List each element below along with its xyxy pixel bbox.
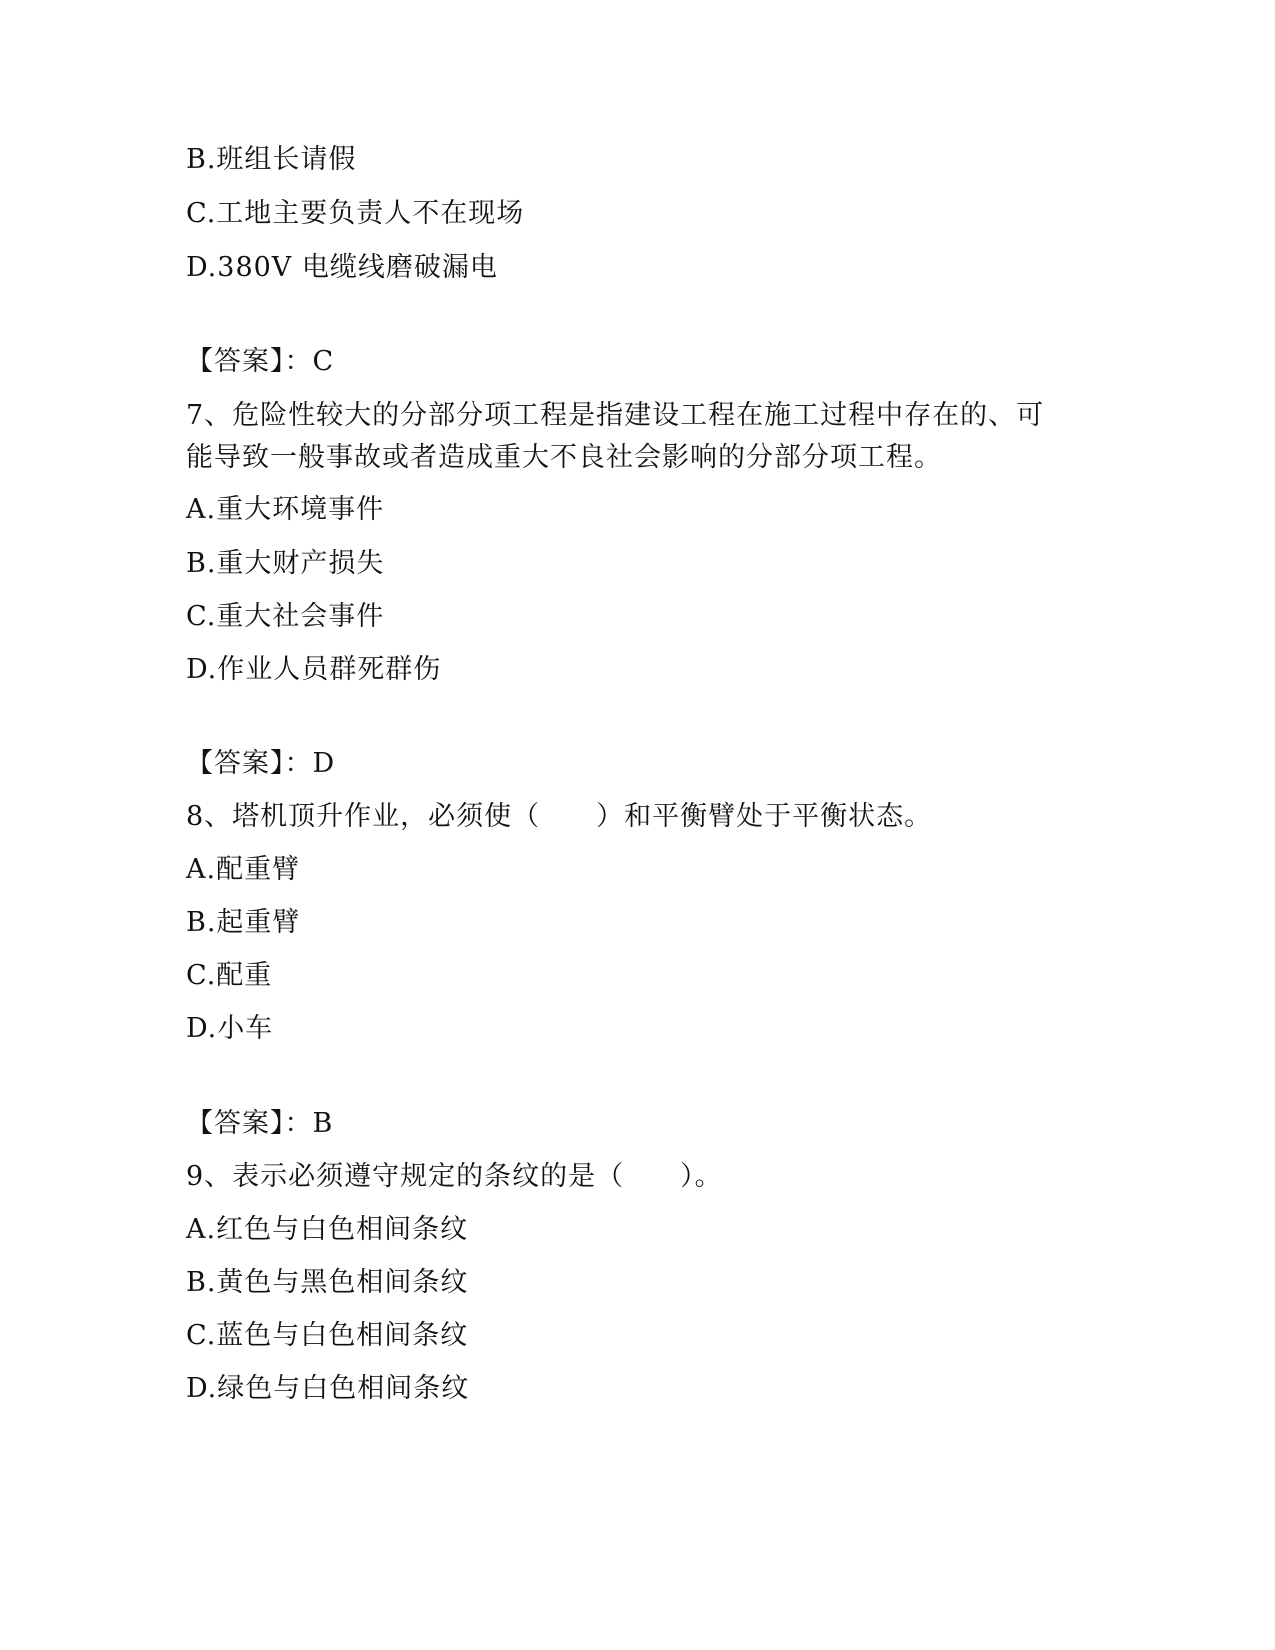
q8-stem: 8、塔机顶升作业，必须使（ ）和平衡臂处于平衡状态。 <box>186 801 933 832</box>
q9-stem: 9、表示必须遵守规定的条纹的是（ ）。 <box>186 1161 723 1192</box>
q7-option-a: A.重大环境事件 <box>186 494 385 525</box>
q6-option-d: D.380V 电缆线磨破漏电 <box>186 252 498 283</box>
q7-option-b: B.重大财产损失 <box>186 548 385 579</box>
q8-answer: 【答案】：B <box>186 1108 334 1139</box>
q6-option-b: B.班组长请假 <box>186 144 357 175</box>
q8-option-a: A.配重臂 <box>186 854 301 885</box>
q7-stem-line2: 能导致一般事故或者造成重大不良社会影响的分部分项工程。 <box>186 442 942 473</box>
q7-option-d: D.作业人员群死群伤 <box>186 654 442 685</box>
q6-option-c: C.工地主要负责人不在现场 <box>186 198 525 229</box>
q6-answer: 【答案】：C <box>186 346 335 377</box>
q8-option-b: B.起重臂 <box>186 907 301 938</box>
q8-option-c: C.配重 <box>186 960 273 991</box>
q9-option-d: D.绿色与白色相间条纹 <box>186 1373 470 1404</box>
q7-option-c: C.重大社会事件 <box>186 601 385 632</box>
q7-answer: 【答案】：D <box>186 748 336 779</box>
q9-option-c: C.蓝色与白色相间条纹 <box>186 1320 469 1351</box>
q8-option-d: D.小车 <box>186 1013 274 1044</box>
q9-option-a: A.红色与白色相间条纹 <box>186 1214 469 1245</box>
q9-option-b: B.黄色与黑色相间条纹 <box>186 1267 469 1298</box>
q7-stem-line1: 7、危险性较大的分部分项工程是指建设工程在施工过程中存在的、可 <box>186 400 1045 431</box>
